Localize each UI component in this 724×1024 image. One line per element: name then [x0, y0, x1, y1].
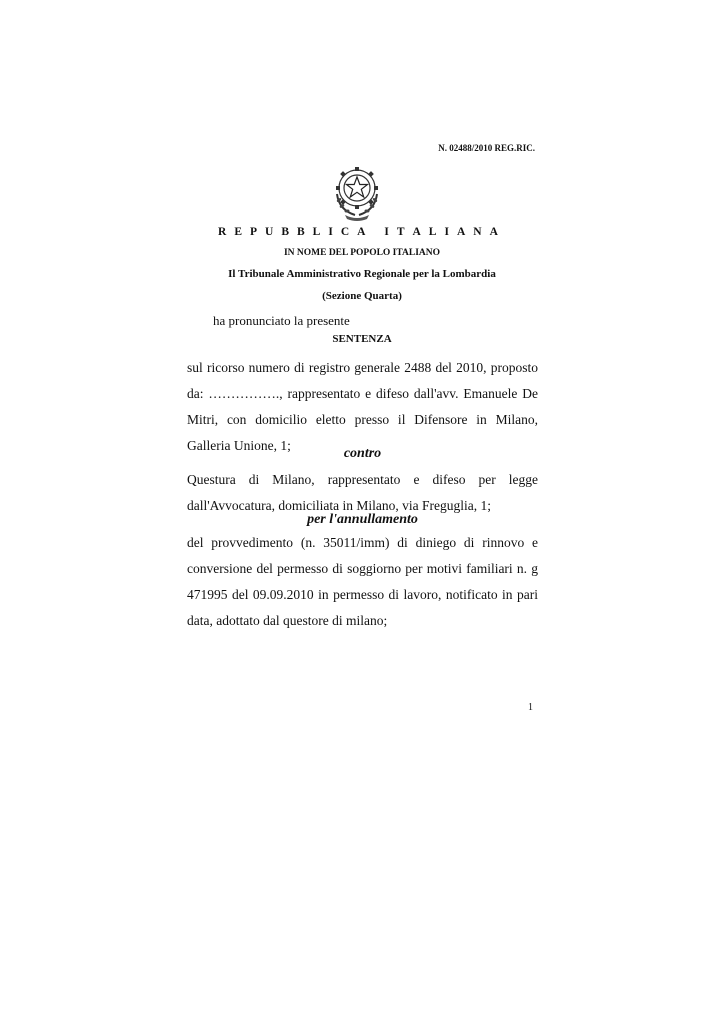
republic-letter: B: [281, 226, 289, 238]
questura-paragraph: Questura di Milano, rappresentato e difeso per legge dall'Avvocatura, domiciliata in Milano, via Freguglia, 1;: [187, 472, 538, 513]
republic-letter: C: [340, 226, 350, 238]
tribunale-line: Il Tribunale Amministrativo Regionale per la Lombardia: [228, 268, 496, 280]
republic-letter: E: [234, 226, 242, 238]
sentenza-heading: SENTENZA: [332, 333, 392, 345]
ricorso-paragraph: sul ricorso numero di registro generale 2488 del 2010, proposto da: ……………., rappresentato e difeso dall'avv. Emanuele De Mitri, con domicilio eletto presso il Difensore in Milano, Galleria Unione, 1;: [187, 360, 538, 453]
page-number: 1: [528, 702, 533, 713]
in-nome-line: IN NOME DEL POPOLO ITALIANO: [283, 248, 441, 258]
republic-letter: B: [297, 226, 305, 238]
republic-letter: A: [489, 226, 498, 238]
republic-letter: U: [265, 226, 274, 238]
republic-letter: T: [396, 226, 405, 238]
republic-letter: N: [473, 226, 482, 238]
republic-letter: A: [456, 226, 466, 238]
annullamento-heading: per l'annullamento: [307, 512, 418, 527]
contro-heading: contro: [343, 446, 382, 461]
republic-letter: L: [428, 226, 437, 238]
republic-letter: A: [412, 226, 421, 238]
pronunciato-line: ha pronunciato la presente: [213, 313, 350, 328]
registry-number: N. 02488/2010 REG.RIC.: [438, 143, 535, 153]
emblem-icon: [331, 160, 383, 222]
republic-letter: L: [312, 226, 321, 238]
sezione-line: (Sezione Quarta): [322, 290, 402, 302]
provvedimento-paragraph: del provvedimento (n. 35011/imm) di diniego di rinnovo e conversione del permesso di soggiorno per motivi familiari n. g 471995 del 09.09.2010 in permesso di lavoro, notificato in pari data, adottato dal questore di milano;: [187, 535, 538, 628]
republic-letter: I: [384, 226, 389, 238]
republic-letter: R: [218, 226, 227, 238]
republic-letter: [373, 226, 376, 238]
republic-heading: [218, 226, 498, 238]
republic-letter: A: [357, 226, 366, 238]
republic-letter: I: [444, 226, 449, 238]
republic-letter: P: [249, 226, 258, 238]
republic-letter: I: [328, 226, 333, 238]
